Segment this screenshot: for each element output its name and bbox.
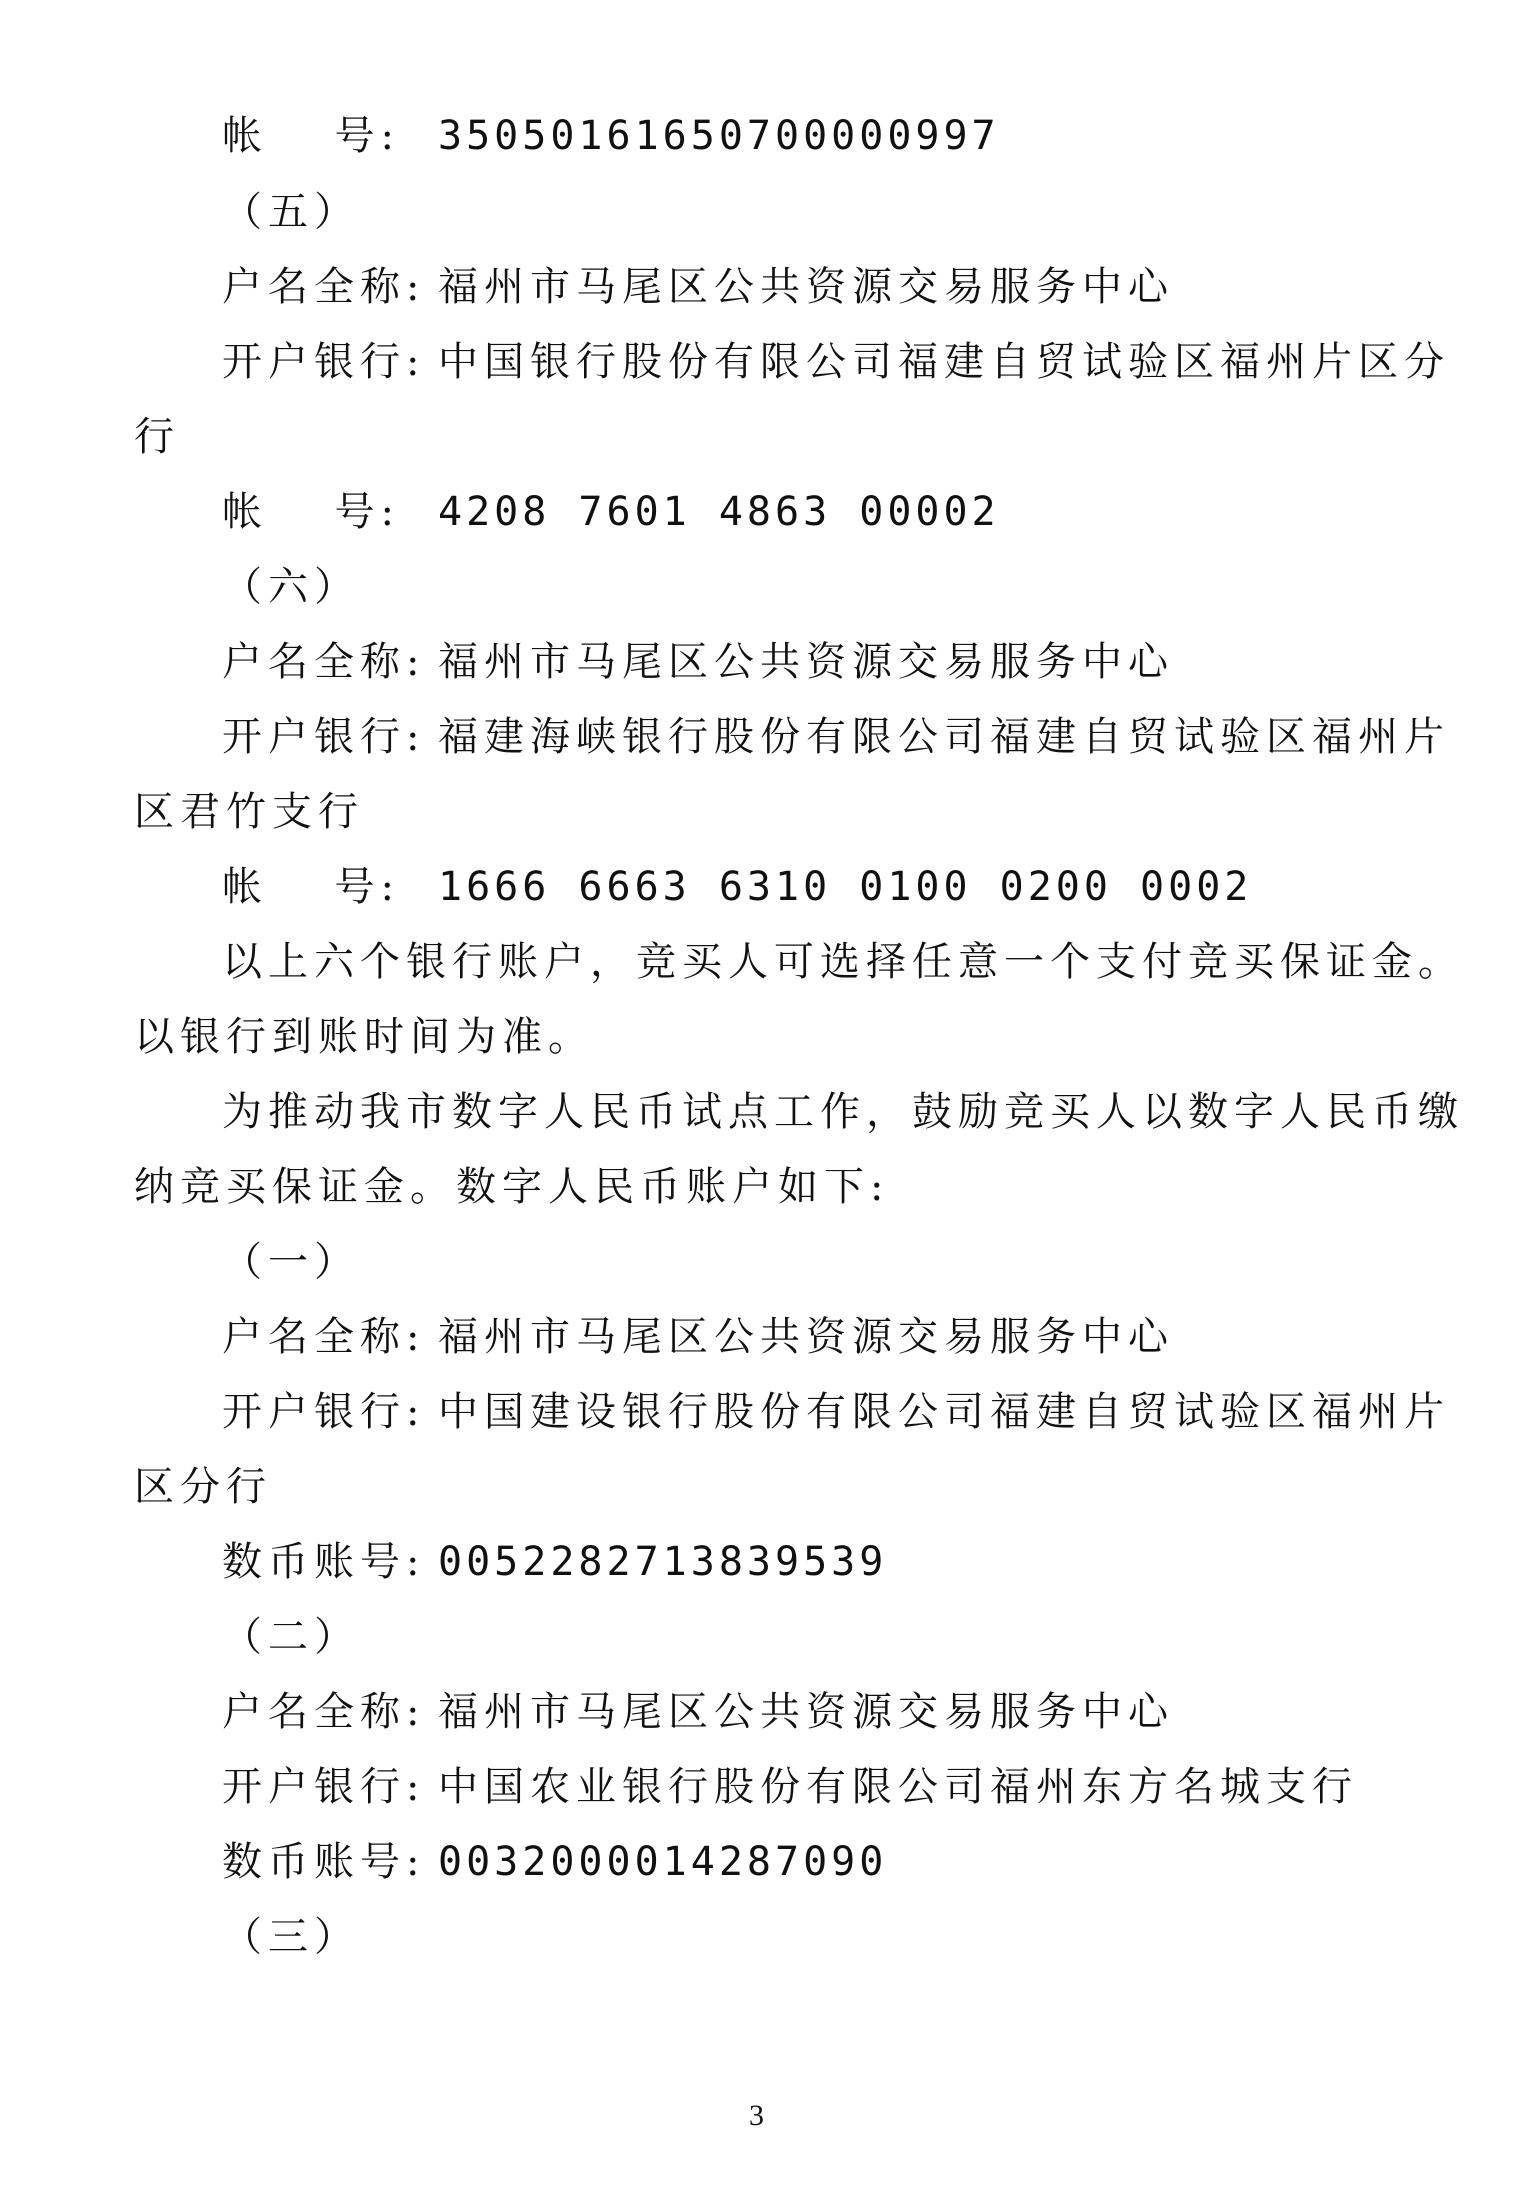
paragraph-one-line-one: 以上六个银行账户，竞买人可选择任意一个支付竞买保证金。 [222,939,1464,985]
section-five-account-no-value: 4208 7601 4863 00002 [438,489,1000,535]
prev-account-no-value: 35050161650700000997 [438,113,1000,159]
account-name-label: 户名全称: [222,1689,426,1735]
section-five-bank-row [222,338,1450,386]
digital-one-bank-continuation: 区分行 [134,1464,272,1510]
paragraph-two-line-one: 为推动我市数字人民币试点工作，鼓励竞买人以数字人民币缴 [222,1089,1464,1135]
paragraph-two-line-two: 纳竞买保证金。数字人民币账户如下: [134,1164,890,1210]
digital-two-account-name-row [222,1688,1423,1736]
prev-account-no-row [222,112,1423,160]
section-six-heading: （六） [222,564,360,610]
digital-two-bank-value: 中国农业银行股份有限公司福州东方名城支行 [438,1764,1358,1810]
section-five-bank-value: 中国银行股份有限公司福建自贸试验区福州片区分 [438,339,1450,385]
section-six-bank-row [222,713,1450,761]
digital-two-account-no-value: 0032000014287090 [438,1839,888,1885]
section-five-account-name-value: 福州市马尾区公共资源交易服务中心 [438,264,1174,310]
account-name-label: 户名全称: [222,1314,426,1360]
digital-one-account-no-row [222,1538,1423,1586]
digital-one-account-no-value: 0052282713839539 [438,1539,888,1585]
section-five-bank-continuation: 行 [134,414,180,460]
digital-account-label: 数币账号: [222,1839,426,1885]
account-no-label: 帐 号: [222,489,400,535]
section-six-account-name-row [222,638,1423,686]
section-six-bank-value: 福建海峡银行股份有限公司福建自贸试验区福州片 [438,714,1450,760]
paragraph-one-line-two: 以银行到账时间为准。 [134,1014,594,1060]
digital-two-heading: （二） [222,1614,360,1660]
digital-one-bank-row [222,1388,1450,1436]
account-no-label: 帐 号: [222,113,400,159]
digital-account-label: 数币账号: [222,1539,426,1585]
account-name-label: 户名全称: [222,639,426,685]
section-six-bank-continuation: 区君竹支行 [134,789,364,835]
section-six-account-no-row [222,863,1423,911]
digital-one-account-name-value: 福州市马尾区公共资源交易服务中心 [438,1314,1174,1360]
digital-one-heading: （一） [222,1239,360,1285]
digital-two-account-name-value: 福州市马尾区公共资源交易服务中心 [438,1689,1174,1735]
section-five-account-name-row [222,263,1423,311]
section-five-account-no-row [222,488,1423,536]
digital-three-heading: （三） [222,1914,360,1960]
digital-two-account-no-row [222,1838,1423,1886]
section-five-heading: （五） [222,189,360,235]
section-six-account-no-value: 1666 6663 6310 0100 0200 0002 [438,864,1253,910]
digital-one-bank-value: 中国建设银行股份有限公司福建自贸试验区福州片 [438,1389,1450,1435]
bank-label: 开户银行: [222,714,426,760]
digital-two-bank-row [222,1763,1423,1811]
bank-label: 开户银行: [222,339,426,385]
account-no-label: 帐 号: [222,864,400,910]
page-number: 3 [749,2099,764,2132]
digital-one-account-name-row [222,1313,1423,1361]
bank-label: 开户银行: [222,1764,426,1810]
account-name-label: 户名全称: [222,264,426,310]
section-six-account-name-value: 福州市马尾区公共资源交易服务中心 [438,639,1174,685]
bank-label: 开户银行: [222,1389,426,1435]
